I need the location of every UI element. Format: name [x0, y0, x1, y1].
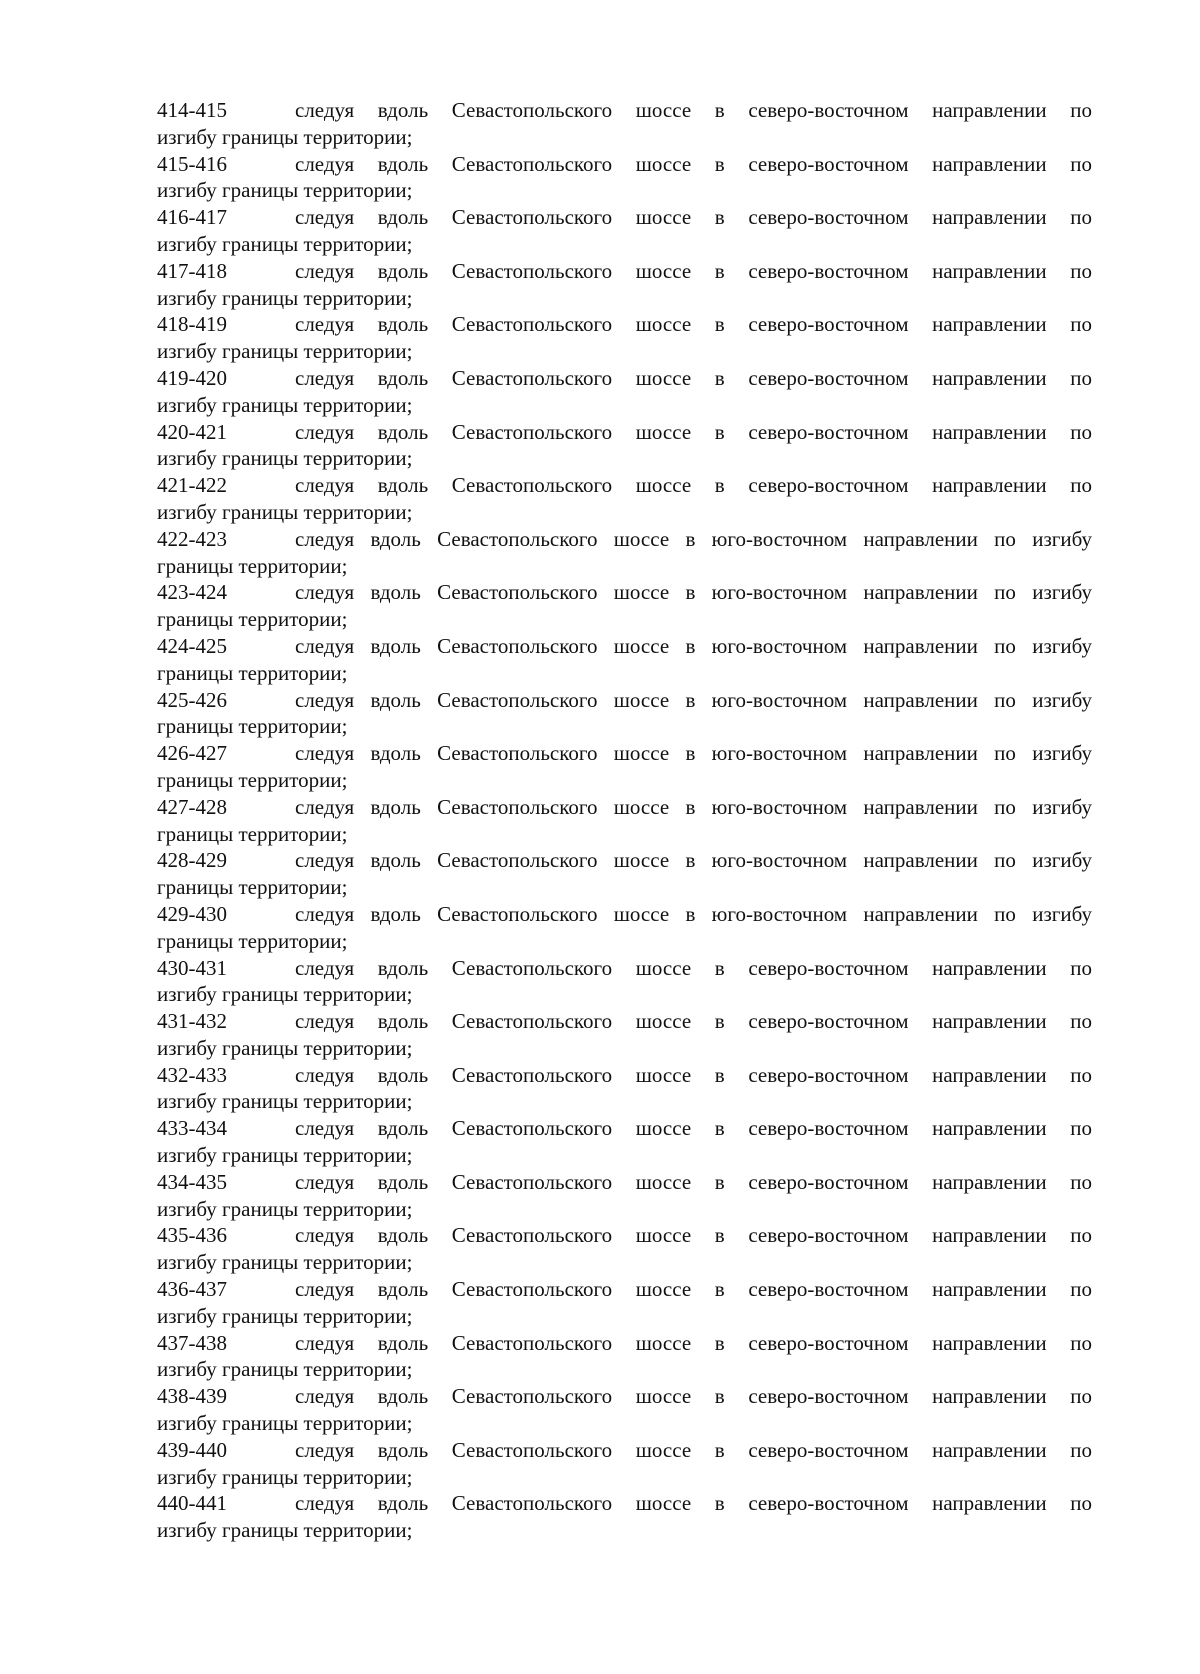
- entry-first-line: [157, 955, 1092, 982]
- segment-description-continuation: границы территории;: [157, 875, 348, 900]
- segment-description-continuation: изгибу границы территории;: [157, 1035, 413, 1060]
- segment-description: следуя вдоль Севастопольского шоссе в юго-восточном направлении по изгибу: [295, 687, 1092, 712]
- segment-description: следуя вдоль Севастопольского шоссе в северо-восточном направлении по: [295, 1223, 1092, 1248]
- segment-description-continuation: изгибу границы территории;: [157, 285, 413, 310]
- entry-first-line: [157, 365, 1092, 392]
- segment-point-range: 433-434: [157, 1116, 227, 1141]
- boundary-segment-entry: [157, 1222, 1092, 1276]
- entry-first-line: [157, 1115, 1092, 1142]
- boundary-segment-entry: [157, 1383, 1092, 1437]
- segment-description-continuation: изгибу границы территории;: [157, 339, 413, 364]
- segment-description: следуя вдоль Севастопольского шоссе в северо-восточном направлении по: [295, 1169, 1092, 1194]
- segment-description-continuation: границы территории;: [157, 821, 348, 846]
- segment-description: следуя вдоль Севастопольского шоссе в северо-восточном направлении по: [295, 473, 1092, 498]
- boundary-segment-entry: [157, 955, 1092, 1009]
- boundary-segment-entry: [157, 151, 1092, 205]
- boundary-segment-entry: [157, 1490, 1092, 1544]
- boundary-segment-entry: [157, 901, 1092, 955]
- segment-description-continuation: изгибу границы территории;: [157, 1518, 413, 1543]
- entry-first-line: [157, 419, 1092, 446]
- entry-first-line: [157, 1490, 1092, 1517]
- segment-description: следуя вдоль Севастопольского шоссе в северо-восточном направлении по: [295, 1437, 1092, 1462]
- boundary-segment-entry: [157, 472, 1092, 526]
- segment-description-continuation: изгибу границы территории;: [157, 1250, 413, 1275]
- segment-point-range: 418-419: [157, 312, 227, 337]
- segment-description-continuation: границы территории;: [157, 553, 348, 578]
- segment-description-continuation: изгибу границы территории;: [157, 1357, 413, 1382]
- entry-first-line: [157, 1222, 1092, 1249]
- entry-first-line: [157, 579, 1092, 606]
- boundary-segment-entry: [157, 740, 1092, 794]
- segment-point-range: 420-421: [157, 419, 227, 444]
- segment-description: следуя вдоль Севастопольского шоссе в юго-восточном направлении по изгибу: [295, 848, 1092, 873]
- boundary-segment-entry: [157, 419, 1092, 473]
- boundary-segment-entry: [157, 794, 1092, 848]
- segment-description-continuation: границы территории;: [157, 714, 348, 739]
- segment-point-range: 416-417: [157, 205, 227, 230]
- segment-description: следуя вдоль Севастопольского шоссе в юго-восточном направлении по изгибу: [295, 580, 1092, 605]
- segment-description-continuation: границы территории;: [157, 767, 348, 792]
- segment-description: следуя вдоль Севастопольского шоссе в северо-восточном направлении по: [295, 258, 1092, 283]
- boundary-segment-entry: [157, 1437, 1092, 1491]
- segment-description-continuation: изгибу границы территории;: [157, 982, 413, 1007]
- entry-first-line: [157, 1437, 1092, 1464]
- segment-point-range: 435-436: [157, 1223, 227, 1248]
- segment-description: следуя вдоль Севастопольского шоссе в северо-восточном направлении по: [295, 1330, 1092, 1355]
- segment-description: следуя вдоль Севастопольского шоссе в северо-восточном направлении по: [295, 955, 1092, 980]
- boundary-segment-entry: [157, 1276, 1092, 1330]
- boundary-segment-entry: [157, 847, 1092, 901]
- boundary-segment-entry: [157, 1169, 1092, 1223]
- segment-description: следуя вдоль Севастопольского шоссе в юго-восточном направлении по изгибу: [295, 633, 1092, 658]
- segment-point-range: 415-416: [157, 151, 227, 176]
- segment-description: следуя вдоль Севастопольского шоссе в юго-восточном направлении по изгибу: [295, 901, 1092, 926]
- entry-first-line: [157, 97, 1092, 124]
- boundary-segment-entry: [157, 1330, 1092, 1384]
- segment-description: следуя вдоль Севастопольского шоссе в северо-восточном направлении по: [295, 1277, 1092, 1302]
- entry-first-line: [157, 1169, 1092, 1196]
- entry-first-line: [157, 1330, 1092, 1357]
- boundary-segment-entry: [157, 311, 1092, 365]
- entry-first-line: [157, 1008, 1092, 1035]
- entry-first-line: [157, 311, 1092, 338]
- segment-description-continuation: изгибу границы территории;: [157, 1089, 413, 1114]
- boundary-segment-entry: [157, 526, 1092, 580]
- segment-point-range: 426-427: [157, 741, 227, 766]
- segment-point-range: 428-429: [157, 848, 227, 873]
- segment-point-range: 438-439: [157, 1384, 227, 1409]
- boundary-description-list: [157, 97, 1092, 1544]
- boundary-segment-entry: [157, 633, 1092, 687]
- segment-point-range: 419-420: [157, 365, 227, 390]
- segment-description-continuation: границы территории;: [157, 607, 348, 632]
- entry-first-line: [157, 472, 1092, 499]
- segment-point-range: 432-433: [157, 1062, 227, 1087]
- segment-description-continuation: границы территории;: [157, 660, 348, 685]
- segment-description: следуя вдоль Севастопольского шоссе в северо-восточном направлении по: [295, 98, 1092, 122]
- segment-description-continuation: изгибу границы территории;: [157, 178, 413, 203]
- segment-point-range: 440-441: [157, 1491, 227, 1516]
- entry-first-line: [157, 847, 1092, 874]
- boundary-segment-entry: [157, 1115, 1092, 1169]
- segment-description: следуя вдоль Севастопольского шоссе в северо-восточном направлении по: [295, 1062, 1092, 1087]
- entry-first-line: [157, 1276, 1092, 1303]
- segment-point-range: 425-426: [157, 687, 227, 712]
- boundary-segment-entry: [157, 1062, 1092, 1116]
- segment-description: следуя вдоль Севастопольского шоссе в юго-восточном направлении по изгибу: [295, 741, 1092, 766]
- segment-point-range: 437-438: [157, 1330, 227, 1355]
- segment-point-range: 434-435: [157, 1169, 227, 1194]
- segment-description-continuation: изгибу границы территории;: [157, 1143, 413, 1168]
- segment-description: следуя вдоль Севастопольского шоссе в северо-восточном направлении по: [295, 1384, 1092, 1409]
- entry-first-line: [157, 633, 1092, 660]
- segment-description-continuation: изгибу границы территории;: [157, 392, 413, 417]
- boundary-segment-entry: [157, 365, 1092, 419]
- segment-point-range: 424-425: [157, 633, 227, 658]
- segment-description-continuation: изгибу границы территории;: [157, 1464, 413, 1489]
- entry-first-line: [157, 1383, 1092, 1410]
- entry-first-line: [157, 526, 1092, 553]
- entry-first-line: [157, 258, 1092, 285]
- segment-description: следуя вдоль Севастопольского шоссе в северо-восточном направлении по: [295, 205, 1092, 230]
- segment-description: следуя вдоль Севастопольского шоссе в северо-восточном направлении по: [295, 1116, 1092, 1141]
- segment-description-continuation: изгибу границы территории;: [157, 499, 413, 524]
- segment-point-range: 414-415: [157, 98, 227, 122]
- segment-description-continuation: изгибу границы территории;: [157, 1196, 413, 1221]
- segment-point-range: 422-423: [157, 526, 227, 551]
- segment-description: следуя вдоль Севастопольского шоссе в юго-восточном направлении по изгибу: [295, 526, 1092, 551]
- segment-description: следуя вдоль Севастопольского шоссе в северо-восточном направлении по: [295, 312, 1092, 337]
- entry-first-line: [157, 901, 1092, 928]
- entry-first-line: [157, 151, 1092, 178]
- segment-description: следуя вдоль Севастопольского шоссе в северо-восточном направлении по: [295, 1009, 1092, 1034]
- entry-first-line: [157, 1062, 1092, 1089]
- segment-description: следуя вдоль Севастопольского шоссе в северо-восточном направлении по: [295, 365, 1092, 390]
- entry-first-line: [157, 740, 1092, 767]
- segment-point-range: 427-428: [157, 794, 227, 819]
- segment-point-range: 436-437: [157, 1277, 227, 1302]
- boundary-segment-entry: [157, 258, 1092, 312]
- boundary-segment-entry: [157, 1008, 1092, 1062]
- segment-point-range: 417-418: [157, 258, 227, 283]
- entry-first-line: [157, 794, 1092, 821]
- segment-description-continuation: изгибу границы территории;: [157, 231, 413, 256]
- segment-description: следуя вдоль Севастопольского шоссе в юго-восточном направлении по изгибу: [295, 794, 1092, 819]
- segment-description-continuation: изгибу границы территории;: [157, 124, 413, 149]
- segment-description: следуя вдоль Севастопольского шоссе в северо-восточном направлении по: [295, 1491, 1092, 1516]
- entry-first-line: [157, 204, 1092, 231]
- segment-description-continuation: изгибу границы территории;: [157, 1303, 413, 1328]
- segment-point-range: 431-432: [157, 1009, 227, 1034]
- boundary-segment-entry: [157, 579, 1092, 633]
- segment-point-range: 430-431: [157, 955, 227, 980]
- segment-description-continuation: изгибу границы территории;: [157, 1411, 413, 1436]
- segment-description: следуя вдоль Севастопольского шоссе в северо-восточном направлении по: [295, 151, 1092, 176]
- segment-point-range: 429-430: [157, 901, 227, 926]
- entry-first-line: [157, 687, 1092, 714]
- segment-description-continuation: границы территории;: [157, 928, 348, 953]
- segment-point-range: 439-440: [157, 1437, 227, 1462]
- boundary-segment-entry: [157, 204, 1092, 258]
- segment-point-range: 421-422: [157, 473, 227, 498]
- boundary-segment-entry: [157, 97, 1092, 151]
- segment-description-continuation: изгибу границы территории;: [157, 446, 413, 471]
- segment-point-range: 423-424: [157, 580, 227, 605]
- segment-description: следуя вдоль Севастопольского шоссе в северо-восточном направлении по: [295, 419, 1092, 444]
- boundary-segment-entry: [157, 687, 1092, 741]
